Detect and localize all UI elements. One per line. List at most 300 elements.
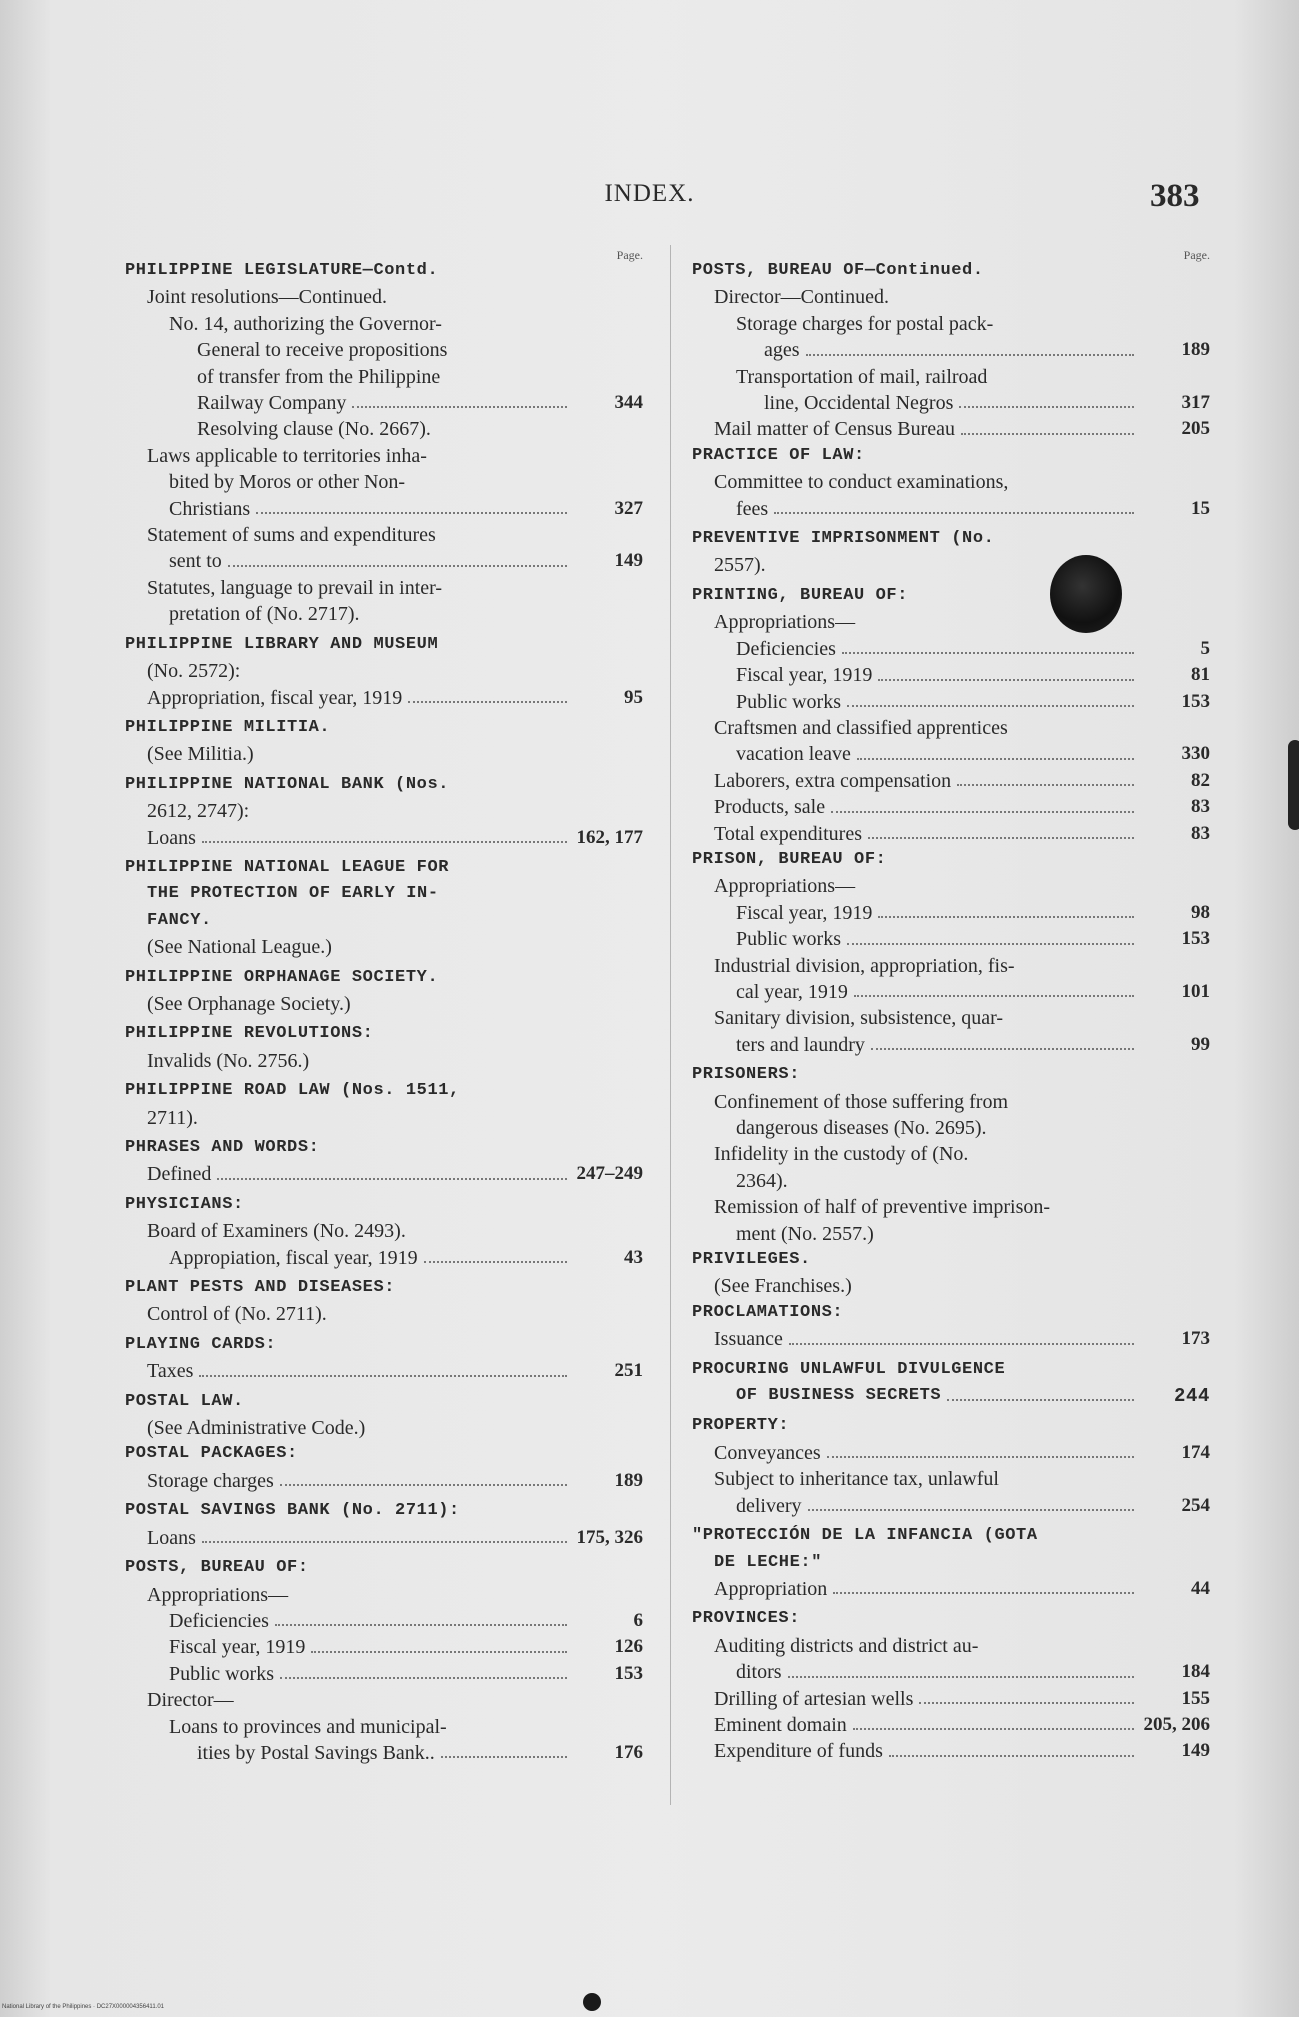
entry-text: pretation of (No. 2717). xyxy=(169,603,360,626)
page-reference: 149 xyxy=(614,550,643,572)
dot-leader xyxy=(808,1509,1134,1511)
index-column-left xyxy=(125,248,643,1766)
index-subentry xyxy=(125,1415,643,1441)
entry-text: of transfer from the Philippine xyxy=(197,365,441,388)
dot-leader xyxy=(868,837,1134,839)
entry-text: No. 14, authorizing the Governor- xyxy=(169,312,442,335)
page-reference: 153 xyxy=(1181,690,1210,712)
entry-text: Storage charges for postal pack- xyxy=(736,312,994,335)
index-heading xyxy=(125,1192,643,1218)
entry-text: POSTS, BUREAU OF—Continued. xyxy=(692,261,984,280)
entry-text: Deficiencies xyxy=(169,1609,269,1632)
entry-text: Eminent domain xyxy=(714,1713,847,1736)
index-subentry xyxy=(125,658,643,684)
entry-text: Fiscal year, 1919 xyxy=(736,664,873,687)
entry-text: ters and laundry xyxy=(736,1033,865,1056)
index-subentry xyxy=(125,575,643,601)
index-subentry xyxy=(692,311,1210,337)
entry-text: PHILIPPINE LEGISLATURE—Contd. xyxy=(125,261,439,280)
dot-leader xyxy=(853,1728,1134,1730)
index-entry-with-page xyxy=(692,337,1210,363)
dot-leader xyxy=(424,1261,567,1263)
dot-leader xyxy=(256,512,567,514)
page-number: 383 xyxy=(1150,178,1200,214)
index-subentry xyxy=(125,1048,643,1074)
index-entry-with-page xyxy=(125,685,643,711)
dot-leader xyxy=(854,995,1134,997)
index-subentry xyxy=(125,741,643,767)
index-entry-with-page xyxy=(692,1576,1210,1602)
entry-text: (No. 2572): xyxy=(147,660,241,683)
index-heading xyxy=(692,443,1210,469)
entry-text: Drilling of artesian wells xyxy=(714,1687,914,1710)
ink-blot xyxy=(1050,555,1122,633)
index-subentry xyxy=(692,873,1210,899)
index-heading xyxy=(125,855,643,881)
index-entry-with-page xyxy=(692,1383,1210,1409)
page-reference: 162, 177 xyxy=(576,826,643,848)
index-column-right xyxy=(692,248,1210,1765)
entry-text: PLAYING CARDS: xyxy=(125,1334,277,1354)
index-entry-with-page xyxy=(125,1608,643,1634)
entry-text: Storage charges xyxy=(147,1469,274,1492)
page-reference: 153 xyxy=(614,1662,643,1684)
entry-text: (See Militia.) xyxy=(147,743,254,766)
entry-text: PHILIPPINE NATIONAL LEAGUE FOR xyxy=(125,857,450,877)
index-heading xyxy=(125,1332,643,1358)
page-reference: 15 xyxy=(1191,497,1210,519)
entry-text: Appropriations— xyxy=(714,875,856,898)
entry-text: Expenditure of funds xyxy=(714,1740,883,1763)
index-entry-with-page xyxy=(692,979,1210,1005)
entry-text: PHYSICIANS: xyxy=(125,1194,244,1214)
dot-leader xyxy=(871,1048,1134,1050)
index-subentry xyxy=(692,1115,1210,1141)
entry-text: 2612, 2747): xyxy=(147,800,250,823)
entry-text: PROVINCES: xyxy=(692,1609,801,1629)
index-entry-with-page xyxy=(125,1634,643,1660)
index-subentry xyxy=(692,1466,1210,1492)
entry-text: Total expenditures xyxy=(714,822,862,845)
index-entry-with-page xyxy=(692,1686,1210,1712)
page-reference: 44 xyxy=(1191,1577,1210,1599)
index-subentry xyxy=(125,416,643,442)
entry-text: Sanitary division, subsistence, quar- xyxy=(714,1007,1003,1030)
entry-text: PLANT PESTS AND DISEASES: xyxy=(125,1278,396,1298)
index-subentry xyxy=(125,337,643,363)
page-reference: 149 xyxy=(1181,1740,1210,1762)
entry-text: Statutes, language to prevail in inter- xyxy=(147,576,443,599)
index-subentry xyxy=(125,601,643,627)
dot-leader xyxy=(352,406,567,408)
index-entry-with-page xyxy=(692,662,1210,688)
entry-text: Deficiencies xyxy=(736,637,836,660)
entry-text: Taxes xyxy=(147,1360,194,1383)
entry-text: PHILIPPINE LIBRARY AND MUSEUM xyxy=(125,634,439,654)
entry-text: DE LECHE:" xyxy=(714,1552,823,1572)
index-heading xyxy=(692,583,1210,609)
entry-text: Auditing districts and district au- xyxy=(714,1634,979,1657)
dot-leader xyxy=(789,1343,1134,1345)
dot-leader xyxy=(857,758,1134,760)
entry-text: (See Franchises.) xyxy=(714,1275,852,1298)
entry-text: ment (No. 2557.) xyxy=(736,1222,874,1245)
index-entry-with-page xyxy=(692,794,1210,820)
index-heading xyxy=(125,1078,643,1104)
entry-text: General to receive propositions xyxy=(197,339,448,362)
index-heading xyxy=(692,847,1210,873)
dot-leader xyxy=(827,1456,1134,1458)
entry-text: Director— xyxy=(147,1689,234,1712)
index-subentry xyxy=(692,1168,1210,1194)
page-reference: 82 xyxy=(1191,769,1210,791)
index-heading xyxy=(692,1413,1210,1439)
page-reference: 98 xyxy=(1191,901,1210,923)
entry-text: Confinement of those suffering from xyxy=(714,1090,1009,1113)
entry-text: PREVENTIVE IMPRISONMENT (No. xyxy=(692,529,995,549)
entry-text: Invalids (No. 2756.) xyxy=(147,1049,310,1072)
entry-text: PRISON, BUREAU OF: xyxy=(692,849,887,869)
entry-text: Appropriation, fiscal year, 1919 xyxy=(147,686,403,709)
index-heading xyxy=(692,1606,1210,1632)
page-edge-mark xyxy=(1288,740,1299,830)
entry-text: fees xyxy=(736,497,769,520)
index-heading xyxy=(692,1357,1210,1383)
index-entry-with-page xyxy=(692,390,1210,416)
entry-text: (See National League.) xyxy=(147,936,332,959)
dot-leader xyxy=(408,701,567,703)
dot-leader xyxy=(280,1677,567,1679)
index-entry-with-page xyxy=(125,1358,643,1384)
index-subentry xyxy=(125,443,643,469)
entry-text: Control of (No. 2711). xyxy=(147,1303,327,1326)
index-entry-with-page xyxy=(692,1440,1210,1466)
entry-text: "PROTECCIÓN DE LA INFANCIA (GOTA xyxy=(692,1526,1038,1546)
entry-text: 2364). xyxy=(736,1169,788,1192)
dot-leader xyxy=(275,1624,567,1626)
entry-text: line, Occidental Negros xyxy=(764,392,954,415)
entry-text: Laws applicable to territories inha- xyxy=(147,444,427,467)
entry-text: Appropriations— xyxy=(147,1583,289,1606)
index-heading xyxy=(125,632,643,658)
entry-text: POSTS, BUREAU OF: xyxy=(125,1558,309,1578)
index-entry-with-page xyxy=(125,1468,643,1494)
index-heading xyxy=(692,258,1210,284)
index-entry-with-page xyxy=(125,825,643,851)
index-heading xyxy=(125,1275,643,1301)
entry-text: THE PROTECTION OF EARLY IN- xyxy=(147,884,439,904)
index-heading xyxy=(125,258,643,284)
index-heading xyxy=(125,1389,643,1415)
entry-text: Transportation of mail, railroad xyxy=(736,365,988,388)
entry-text: Subject to inheritance tax, unlawful xyxy=(714,1468,999,1491)
entry-text: Remission of half of preventive imprison- xyxy=(714,1196,1051,1219)
entry-text: Public works xyxy=(169,1662,274,1685)
entry-text: delivery xyxy=(736,1494,802,1517)
index-subentry xyxy=(125,1687,643,1713)
page-reference: 317 xyxy=(1181,392,1210,414)
entry-text: PHILIPPINE NATIONAL BANK (Nos. xyxy=(125,774,450,794)
index-subentry xyxy=(692,609,1210,635)
index-entry-with-page xyxy=(692,1712,1210,1738)
index-entry-with-page xyxy=(692,768,1210,794)
index-subentry xyxy=(692,1221,1210,1247)
index-subentry xyxy=(692,552,1210,578)
index-entry-with-page xyxy=(692,821,1210,847)
entry-text: PHRASES AND WORDS: xyxy=(125,1138,320,1157)
entry-text: dangerous diseases (No. 2695). xyxy=(736,1117,987,1139)
index-heading xyxy=(125,881,643,907)
index-subentry xyxy=(125,284,643,310)
index-entry-with-page xyxy=(692,1738,1210,1764)
entry-text: PRIVILEGES. xyxy=(692,1250,811,1270)
dot-leader xyxy=(441,1756,567,1758)
entry-text: Board of Examiners (No. 2493). xyxy=(147,1220,406,1243)
entry-text: ities by Postal Savings Bank.. xyxy=(197,1741,435,1764)
index-subentry xyxy=(125,1218,643,1244)
index-subentry xyxy=(692,1194,1210,1220)
index-entry-with-page xyxy=(692,416,1210,442)
entry-text: Appropiation, fiscal year, 1919 xyxy=(169,1246,418,1269)
entry-text: Laborers, extra compensation xyxy=(714,769,952,792)
entry-text: vacation leave xyxy=(736,743,851,766)
page-reference: 176 xyxy=(614,1741,643,1763)
scan-credit: National Library of the Philippines · DC27X000004356411.01 xyxy=(2,2004,164,2010)
page-column-label: Page. xyxy=(616,248,643,262)
index-heading xyxy=(692,1300,1210,1326)
entry-text: POSTAL SAVINGS BANK (No. 2711): xyxy=(125,1501,460,1521)
entry-text: ages xyxy=(764,339,800,362)
dot-leader xyxy=(878,679,1134,681)
entry-text: PRISONERS: xyxy=(692,1065,801,1085)
dot-leader xyxy=(199,1375,567,1377)
dot-leader xyxy=(311,1651,567,1653)
index-entry-with-page xyxy=(125,1525,643,1551)
dot-leader xyxy=(788,1676,1134,1678)
entry-text: Craftsmen and classified apprentices xyxy=(714,716,1008,739)
page-title: INDEX. xyxy=(604,180,695,207)
entry-text: (See Administrative Code.) xyxy=(147,1417,366,1440)
entry-text: ditors xyxy=(736,1661,782,1684)
page-reference: 251 xyxy=(614,1360,643,1382)
page-reference: 205, 206 xyxy=(1143,1713,1210,1735)
dot-leader xyxy=(919,1702,1134,1704)
page-reference: 184 xyxy=(1181,1661,1210,1683)
page-reference: 189 xyxy=(614,1469,643,1491)
entry-text: sent to xyxy=(169,550,222,573)
index-heading xyxy=(692,1247,1210,1273)
dot-leader xyxy=(878,916,1134,918)
entry-text: Joint resolutions—Continued. xyxy=(147,286,387,309)
entry-text: PROCLAMATIONS: xyxy=(692,1302,844,1322)
entry-text: Defined xyxy=(147,1163,212,1186)
entry-text: Director—Continued. xyxy=(714,286,889,309)
index-subentry xyxy=(125,364,643,390)
entry-text: Resolving clause (No. 2667). xyxy=(197,418,431,441)
dot-leader xyxy=(959,406,1134,408)
entry-text: PHILIPPINE ROAD LAW (Nos. 1511, xyxy=(125,1081,460,1101)
page-reference: 99 xyxy=(1191,1033,1210,1055)
index-subentry xyxy=(692,364,1210,390)
index-heading xyxy=(125,1498,643,1524)
entry-text: Committee to conduct examinations, xyxy=(714,471,1009,494)
page-reference: 83 xyxy=(1191,796,1210,818)
index-subentry xyxy=(692,1633,1210,1659)
entry-text: Products, sale xyxy=(714,796,826,819)
entry-text: Mail matter of Census Bureau xyxy=(714,418,956,441)
index-subentry xyxy=(125,1714,643,1740)
dot-leader xyxy=(833,1592,1134,1594)
entry-text: FANCY. xyxy=(147,910,212,930)
index-subentry xyxy=(125,469,643,495)
page-reference: 344 xyxy=(614,392,643,414)
index-subentry xyxy=(125,311,643,337)
index-entry-with-page xyxy=(692,1032,1210,1058)
index-subentry xyxy=(692,1141,1210,1167)
page-reference: 43 xyxy=(624,1246,643,1268)
index-subentry xyxy=(125,798,643,824)
index-heading xyxy=(125,715,643,741)
dot-leader xyxy=(847,943,1134,945)
index-entry-with-page xyxy=(692,1326,1210,1352)
dot-leader xyxy=(831,811,1134,813)
index-heading xyxy=(125,1135,643,1161)
index-heading xyxy=(125,772,643,798)
page-reference: 254 xyxy=(1181,1494,1210,1516)
page-reference: 153 xyxy=(1181,928,1210,950)
column-divider xyxy=(670,245,671,1805)
index-subentry xyxy=(692,284,1210,310)
entry-text: Loans xyxy=(147,1526,196,1549)
index-subentry xyxy=(125,934,643,960)
page-reference: 205 xyxy=(1181,418,1210,440)
binding-hole xyxy=(583,1993,601,2011)
entry-text: POSTAL PACKAGES: xyxy=(125,1444,298,1464)
entry-text: Fiscal year, 1919 xyxy=(169,1636,306,1659)
page-reference: 5 xyxy=(1200,637,1210,659)
entry-text: Loans to provinces and municipal- xyxy=(169,1715,447,1738)
index-entry-with-page xyxy=(692,636,1210,662)
index-heading xyxy=(125,1021,643,1047)
entry-text: PRINTING, BUREAU OF: xyxy=(692,585,909,605)
dot-leader xyxy=(842,652,1134,654)
index-entry-with-page xyxy=(692,1659,1210,1685)
entry-text: POSTAL LAW. xyxy=(125,1391,244,1411)
dot-leader xyxy=(280,1484,567,1486)
entry-text: Industrial division, appropriation, fis- xyxy=(714,954,1015,977)
index-entry-with-page xyxy=(692,900,1210,926)
entry-text: Fiscal year, 1919 xyxy=(736,901,873,924)
index-heading xyxy=(692,1523,1210,1549)
index-entry-with-page xyxy=(125,1161,643,1187)
index-subentry xyxy=(692,1005,1210,1031)
page-reference: 155 xyxy=(1181,1687,1210,1709)
index-entry-with-page xyxy=(125,1740,643,1766)
dot-leader xyxy=(774,512,1134,514)
index-heading xyxy=(125,908,643,934)
entry-text: PHILIPPINE ORPHANAGE SOCIETY. xyxy=(125,967,439,987)
entry-text: PROCURING UNLAWFUL DIVULGENCE xyxy=(692,1359,1006,1379)
index-entry-with-page xyxy=(125,1245,643,1271)
index-heading xyxy=(692,1062,1210,1088)
index-subentry xyxy=(692,1273,1210,1299)
dot-leader xyxy=(217,1178,567,1180)
dot-leader xyxy=(202,1541,567,1543)
index-entry-with-page xyxy=(125,390,643,416)
page-reference: 83 xyxy=(1191,822,1210,844)
index-subentry xyxy=(125,522,643,548)
page-reference: 173 xyxy=(1181,1328,1210,1350)
entry-text: OF BUSINESS SECRETS xyxy=(736,1386,942,1406)
page-reference: 174 xyxy=(1181,1441,1210,1463)
entry-text: Public works xyxy=(736,928,841,951)
entry-text: Issuance xyxy=(714,1328,783,1351)
index-entry-with-page xyxy=(692,689,1210,715)
page-reference: 95 xyxy=(624,686,643,708)
entry-text: Appropriation xyxy=(714,1577,828,1600)
index-entry-with-page xyxy=(125,1661,643,1687)
page-reference: 189 xyxy=(1181,339,1210,361)
index-subentry xyxy=(692,953,1210,979)
dot-leader xyxy=(961,433,1134,435)
index-subentry xyxy=(125,1582,643,1608)
index-heading xyxy=(125,1555,643,1581)
index-heading xyxy=(125,1441,643,1467)
entry-text: Christians xyxy=(169,497,251,520)
index-heading xyxy=(692,1550,1210,1576)
entry-text: bited by Moros or other Non- xyxy=(169,471,406,494)
entry-text: Railway Company xyxy=(197,392,347,415)
page-reference: 244 xyxy=(1173,1385,1210,1408)
entry-text: Statement of sums and expenditures xyxy=(147,524,436,547)
dot-leader xyxy=(889,1755,1134,1757)
entry-text: (See Orphanage Society.) xyxy=(147,992,351,1015)
dot-leader xyxy=(806,354,1134,356)
entry-text: PROPERTY: xyxy=(692,1416,790,1436)
dot-leader xyxy=(947,1399,1134,1401)
page-column-label: Page. xyxy=(1183,248,1210,262)
index-subentry xyxy=(692,715,1210,741)
dot-leader xyxy=(847,705,1134,707)
page-reference: 175, 326 xyxy=(576,1526,643,1548)
dot-leader xyxy=(228,565,567,567)
index-subentry xyxy=(125,991,643,1017)
page-reference: 101 xyxy=(1181,980,1210,1002)
entry-text: 2711). xyxy=(147,1106,198,1129)
index-entry-with-page xyxy=(125,496,643,522)
dot-leader xyxy=(202,841,567,843)
entry-text: Infidelity in the custody of (No. xyxy=(714,1143,969,1166)
index-subentry xyxy=(125,1105,643,1131)
index-entry-with-page xyxy=(692,1493,1210,1519)
entry-text: Conveyances xyxy=(714,1441,821,1464)
dot-leader xyxy=(957,784,1134,786)
entry-text: 2557). xyxy=(714,554,766,577)
entry-text: cal year, 1919 xyxy=(736,980,848,1003)
page-reference: 327 xyxy=(614,497,643,519)
page-reference: 247–249 xyxy=(576,1163,643,1185)
index-subentry xyxy=(125,1301,643,1327)
entry-text: Appropriations— xyxy=(714,611,856,634)
entry-text: Public works xyxy=(736,690,841,713)
entry-text: Loans xyxy=(147,826,196,849)
index-entry-with-page xyxy=(692,926,1210,952)
index-heading xyxy=(692,526,1210,552)
index-entry-with-page xyxy=(692,496,1210,522)
index-subentry xyxy=(692,469,1210,495)
index-heading xyxy=(125,965,643,991)
index-subentry xyxy=(692,1089,1210,1115)
